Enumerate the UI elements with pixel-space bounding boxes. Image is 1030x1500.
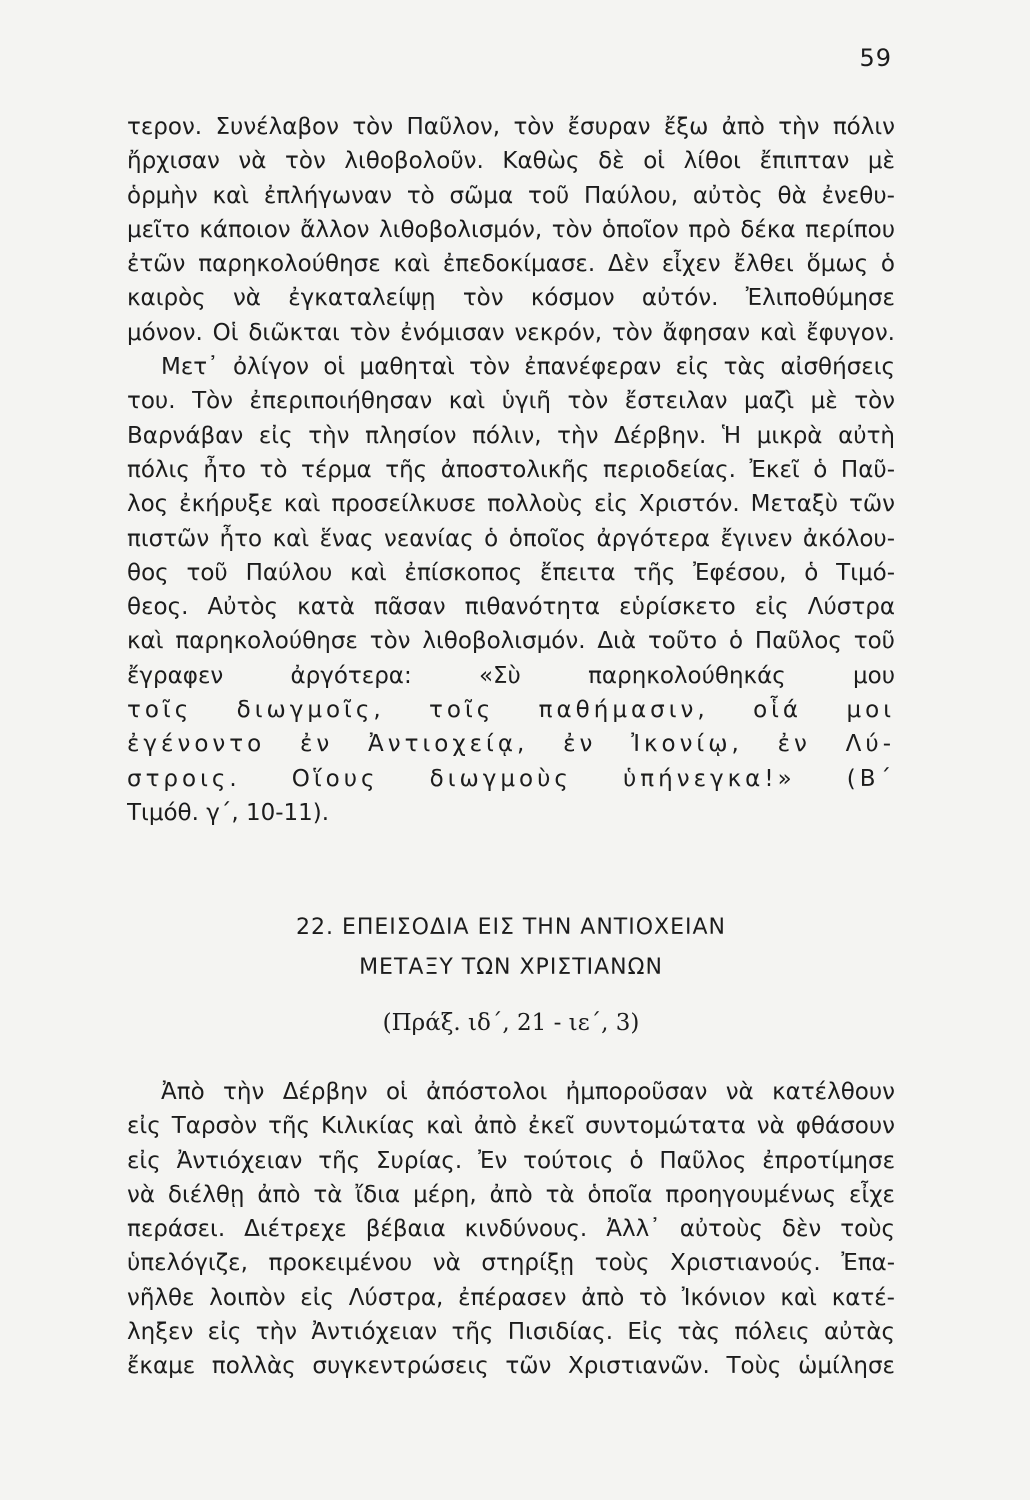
text-line: πιστῶν ἦτο καὶ ἕνας νεανίας ὁ ὁποῖος ἀργότερα ἔγινεν ἀκόλου- bbox=[127, 525, 895, 552]
page-number: 59 bbox=[859, 44, 892, 72]
text-line: πόλις ἦτο τὸ τέρμα τῆς ἀποστολικῆς περιοδείας. Ἐκεῖ ὁ Παῦ- bbox=[127, 456, 895, 483]
text-line: νῆλθε λοιπὸν εἰς Λύστρα, ἐπέρασεν ἀπὸ τὸ Ἰκόνιον καὶ κατέ- bbox=[127, 1284, 895, 1311]
text-line: θεος. Αὐτὸς κατὰ πᾶσαν πιθανότητα εὑρίσκετο εἰς Λύστρα bbox=[127, 594, 895, 621]
text-line: εἰς Ταρσὸν τῆς Κιλικίας καὶ ἀπὸ ἐκεῖ συντομώτατα νὰ φθάσουν bbox=[127, 1113, 895, 1140]
text-line: περάσει. Διέτρεχε βέβαια κινδύνους. Ἀλλ᾽ αὐτοὺς δὲν τοὺς bbox=[127, 1216, 895, 1243]
text-line: ἤρχισαν νὰ τὸν λιθοβολοῦν. Καθὼς δὲ οἱ λίθοι ἔπιπταν μὲ bbox=[127, 148, 895, 175]
text-line: Μετ᾽ ὀλίγον οἱ μαθηταὶ τὸν ἐπανέφεραν εἰς τὰς αἰσθήσεις bbox=[161, 354, 895, 381]
text-line: ἐτῶν παρηκολούθησε καὶ ἐπεδοκίμασε. Δὲν εἶχεν ἔλθει ὅμως ὁ bbox=[127, 251, 895, 278]
text-line: νὰ διέλθῃ ἀπὸ τὰ ἴδια μέρη, ἀπὸ τὰ ὁποῖα προηγουμένως εἶχε bbox=[127, 1181, 895, 1208]
section-subheading: ΜΕΤΑΞΥ ΤΩΝ ΧΡΙΣΤΙΑΝΩΝ bbox=[359, 955, 663, 980]
text-line: ἐγένοντο ἐν Ἀντιοχείᾳ, ἐν Ἰκονίῳ, ἐν Λύ- bbox=[127, 731, 895, 758]
text-line: Ἀπὸ τὴν Δέρβην οἱ ἀπόστολοι ἠμποροῦσαν νὰ κατέλθουν bbox=[161, 1079, 895, 1105]
text-line: ὁρμὴν καὶ ἐπλήγωναν τὸ σῶμα τοῦ Παύλου, αὐτὸς θὰ ἐνεθυ- bbox=[127, 182, 895, 209]
paragraph-block-2 bbox=[127, 1075, 895, 1384]
scripture-reference: (Πράξ. ιδ΄, 21 - ιε΄, 3) bbox=[382, 1010, 640, 1036]
text-line: τοῖς διωγμοῖς, τοῖς παθήμασιν, οἷά μοι bbox=[127, 697, 895, 724]
text-line: μεῖτο κάποιον ἄλλον λιθοβολισμόν, τὸν ὁποῖον πρὸ δέκα περίπου bbox=[127, 216, 895, 243]
text-line: ληξεν εἰς τὴν Ἀντιόχειαν τῆς Πισιδίας. Εἰς τὰς πόλεις αὐτὰς bbox=[127, 1319, 895, 1346]
text-line: καὶ παρηκολούθησε τὸν λιθοβολισμόν. Διὰ τοῦτο ὁ Παῦλος τοῦ bbox=[127, 628, 895, 655]
section-heading: 22. ΕΠΕΙΣΟΔΙΑ ΕΙΣ ΤΗΝ ΑΝΤΙΟΧΕΙΑΝ bbox=[295, 915, 727, 940]
text-line: Τιμόθ. γ΄, 10-11). bbox=[127, 799, 330, 826]
text-line: του. Τὸν ἐπεριποιήθησαν καὶ ὑγιῆ τὸν ἔστειλαν μαζὶ μὲ τὸν bbox=[127, 388, 895, 415]
text-line: στροις. Οἵους διωγμοὺς ὑπήνεγκα!» (Β΄ bbox=[127, 765, 895, 792]
text-line: τερον. Συνέλαβον τὸν Παῦλον, τὸν ἔσυραν ἔξω ἀπὸ τὴν πόλιν bbox=[127, 114, 895, 140]
text-line: εἰς Ἀντιόχειαν τῆς Συρίας. Ἐν τούτοις ὁ Παῦλος ἐπροτίμησε bbox=[127, 1147, 895, 1174]
text-line: ἔγραφεν ἀργότερα: «Σὺ παρηκολούθηκάς μου bbox=[127, 662, 895, 689]
text-line: θος τοῦ Παύλου καὶ ἐπίσκοπος ἔπειτα τῆς Ἐφέσου, ὁ Τιμό- bbox=[127, 559, 895, 586]
text-line: μόνον. Οἱ διῶκται τὸν ἐνόμισαν νεκρόν, τὸν ἄφησαν καὶ ἔφυγον. bbox=[127, 319, 895, 346]
paragraph-block-1 bbox=[127, 110, 895, 830]
text-line: ἔκαμε πολλὰς συγκεντρώσεις τῶν Χριστιανῶν. Τοὺς ὡμίλησε bbox=[127, 1353, 895, 1380]
text-line: καιρὸς νὰ ἐγκαταλείψῃ τὸν κόσμον αὐτόν. Ἐλιποθύμησε bbox=[127, 285, 895, 312]
text-line: ὑπελόγιζε, προκειμένου νὰ στηρίξῃ τοὺς Χριστιανούς. Ἐπα- bbox=[127, 1250, 895, 1277]
text-line: λος ἐκήρυξε καὶ προσείλκυσε πολλοὺς εἰς Χριστόν. Μεταξὺ τῶν bbox=[127, 491, 895, 518]
text-line: Βαρνάβαν εἰς τὴν πλησίον πόλιν, τὴν Δέρβην. Ἡ μικρὰ αὐτὴ bbox=[127, 422, 895, 449]
